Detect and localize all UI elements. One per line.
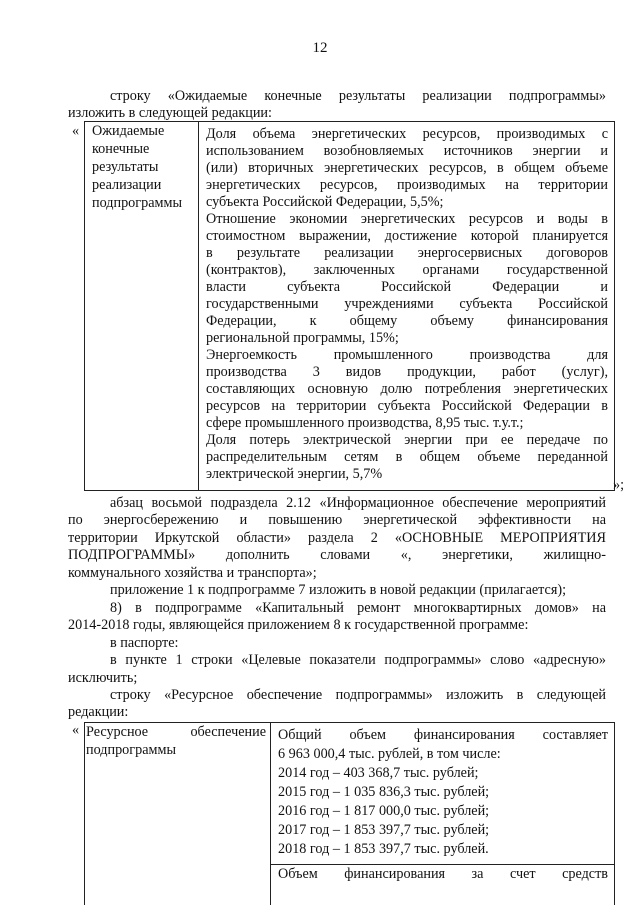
- table-cell-text: стоимостном выражении, достижение которой планируется: [206, 228, 608, 244]
- paragraph-line: приложение 1 к подпрограмме 7 изложить в новой редакции (прилагается);: [110, 582, 567, 598]
- paragraph-line: в пункте 1 строки «Целевые показатели подпрограммы» слово «адресную»: [110, 652, 606, 668]
- table-cell-text: сфере промышленного производства, 8,95 тыс. т.у.т.;: [206, 415, 524, 431]
- paragraph-line: в паспорте:: [110, 635, 179, 651]
- table-cell-text: 2015 год – 1 035 836,3 тыс. рублей;: [278, 784, 490, 800]
- table-cell-text: Общий объем финансирования составляет: [278, 727, 608, 743]
- table-cell-text: региональной программы, 15%;: [206, 330, 399, 346]
- table-cell-text: Доля объема энергетических ресурсов, производимых с: [206, 126, 608, 142]
- table-cell-text: Отношение экономии энергетических ресурсов и воды в: [206, 211, 608, 227]
- paragraph-line: 8) в подпрограмме «Капитальный ремонт многоквартирных домов» на: [110, 600, 606, 616]
- paragraph-line: по энергосбережению и повышению энергетической эффективности на: [68, 512, 606, 528]
- paragraph-line: абзац восьмой подраздела 2.12 «Информационное обеспечение мероприятий: [110, 495, 606, 511]
- paragraph-line: строку «Ожидаемые конечные результаты реализации подпрограммы»: [110, 88, 606, 104]
- table-border-bottom: [84, 490, 615, 491]
- quote-mark: «: [72, 722, 80, 738]
- table-cell-label: подпрограммы: [92, 195, 182, 211]
- paragraph-line: 2014-2018 годы, являющейся приложением 8 к государственной программе:: [68, 617, 529, 633]
- table-cell-text: 6 963 000,4 тыс. рублей, в том числе:: [278, 746, 501, 762]
- table-cell-label: Ресурсное обеспечение: [86, 724, 266, 740]
- table-cell-text: ресурсов на территории субъекта Российской Федерации в: [206, 398, 608, 414]
- table-cell-label: Ожидаемые: [92, 123, 165, 139]
- table-cell-text: электрической энергии, 5,7%: [206, 466, 383, 482]
- paragraph-line: коммунального хозяйства и транспорта»;: [68, 565, 317, 581]
- table-cell-text: составляющих основную долю потребления энергетических: [206, 381, 608, 397]
- table-cell-text: распределительным сетям в общем объеме переданной: [206, 449, 608, 465]
- table-cell-label: подпрограммы: [86, 742, 176, 758]
- table-column-divider: [270, 722, 271, 905]
- table-column-divider: [198, 121, 199, 490]
- table-cell-text: 2016 год – 1 817 000,0 тыс. рублей;: [278, 803, 490, 819]
- table-cell-text: энергетических ресурсов, производимых на территории: [206, 177, 608, 193]
- table-cell-label: результаты: [92, 159, 159, 175]
- table-cell-text: 2018 год – 1 853 397,7 тыс. рублей.: [278, 841, 489, 857]
- table-border-left: [84, 121, 85, 490]
- quote-mark: »;: [613, 477, 625, 493]
- table-cell-text: Федерации, к общему объему финансирования: [206, 313, 608, 329]
- table-cell-text: 2017 год – 1 853 397,7 тыс. рублей;: [278, 822, 490, 838]
- table-cell-text: государственными учреждениями субъекта Российской: [206, 296, 608, 312]
- table-cell-label: реализации: [92, 177, 162, 193]
- table-cell-text: субъекта Российской Федерации, 5,5%;: [206, 194, 444, 210]
- paragraph-line: редакции:: [68, 704, 129, 720]
- table-cell-text: Объем финансирования за счет средств: [278, 866, 608, 882]
- paragraph-line: ПОДПРОГРАММЫ» дополнить словами «, энергетики, жилищно-: [68, 547, 606, 563]
- paragraph-line: исключить;: [68, 670, 138, 686]
- table-row-divider: [271, 864, 614, 865]
- table-cell-text: 2014 год – 403 368,7 тыс. рублей;: [278, 765, 479, 781]
- paragraph-line: территории Иркутской области» раздела 2 «ОСНОВНЫЕ МЕРОПРИЯТИЯ: [68, 530, 606, 546]
- table-cell-text: власти субъекта Российской Федерации и: [206, 279, 608, 295]
- paragraph-line: строку «Ресурсное обеспечение подпрограммы» изложить в следующей: [110, 687, 606, 703]
- table-cell-text: (или) вторичных энергетических ресурсов, в общем объеме: [206, 160, 608, 176]
- table-border-top: [84, 722, 615, 723]
- table-cell-label: конечные: [92, 141, 150, 157]
- table-border-left: [84, 722, 85, 905]
- table-border-right: [614, 722, 615, 905]
- quote-mark: «: [72, 123, 80, 139]
- table-cell-text: в результате реализации энергосервисных договоров: [206, 245, 608, 261]
- table-cell-text: использованием возобновляемых источников энергии и: [206, 143, 608, 159]
- table-border-top: [84, 121, 615, 122]
- table-cell-text: Энергоемкость промышленного производства для: [206, 347, 608, 363]
- table-cell-text: (контрактов), заключенных органами государственной: [206, 262, 608, 278]
- page-number: 12: [312, 40, 328, 56]
- paragraph-line: изложить в следующей редакции:: [68, 105, 272, 121]
- table-border-right: [614, 121, 615, 490]
- table-cell-text: Доля потерь электрической энергии при ее передаче по: [206, 432, 608, 448]
- table-cell-text: производства 3 видов продукции, работ (услуг),: [206, 364, 608, 380]
